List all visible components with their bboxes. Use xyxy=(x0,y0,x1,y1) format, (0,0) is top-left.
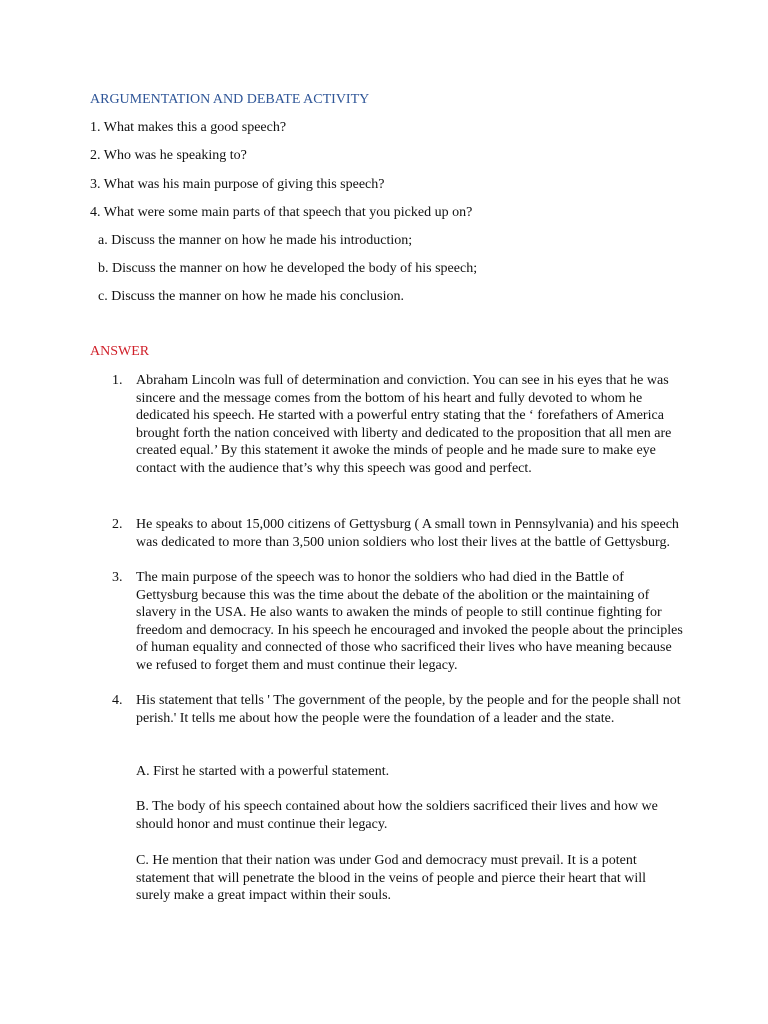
answer-3-line: Gettysburg because this was the time about the debate of the abolition or the maintaining of xyxy=(136,587,650,603)
answer-2-number: 2. xyxy=(112,517,123,532)
part-c-line: C. He mention that their nation was under God and democracy must prevail. It is a potent xyxy=(136,853,637,868)
answer-3-number: 3. xyxy=(112,570,123,585)
answer-1-line: contact with the audience that’s why this speech was good and perfect. xyxy=(136,460,532,476)
question-2: 2. Who was he speaking to? xyxy=(90,148,247,163)
answer-3-line: of human equality and connected of those who sacrificed their lives who have meaning because xyxy=(136,640,672,656)
answer-1-number: 1. xyxy=(112,373,123,388)
answer-3-text xyxy=(136,569,681,675)
answer-4-line: His statement that tells ' The government of the people, by the people and for the people shall not xyxy=(136,693,681,708)
part-b xyxy=(136,798,681,833)
answer-3-line: freedom and democracy. In his speech he encouraged and invoked the people about the principles xyxy=(136,622,683,638)
question-1: 1. What makes this a good speech? xyxy=(90,120,287,135)
part-b-line: should honor and must continue their legacy. xyxy=(136,816,388,832)
sub-question-a: a. Discuss the manner on how he made his introduction; xyxy=(98,233,413,248)
question-3: 3. What was his main purpose of giving this speech? xyxy=(90,177,385,192)
answer-4-line: perish.' It tells me about how the people were the foundation of a leader and the state. xyxy=(136,710,615,726)
part-b-line: B. The body of his speech contained about how the soldiers sacrificed their lives and how we xyxy=(136,799,658,814)
part-c xyxy=(136,852,681,905)
answer-3-line: The main purpose of the speech was to honor the soldiers who had died in the Battle of xyxy=(136,570,624,585)
answer-1-line: brought forth the nation conceived with liberty and dedicated to the proposition that all men are xyxy=(136,425,672,441)
part-c-line: statement that will penetrate the blood in the veins of people and pierce their heart that will xyxy=(136,870,647,886)
part-c-line: surely make a great impact within their souls. xyxy=(136,888,392,904)
answer-4-text xyxy=(136,692,681,727)
part-a xyxy=(136,763,681,781)
answer-3-line: we refused to forget them and must continue their legacy. xyxy=(136,657,458,673)
sub-question-c: c. Discuss the manner on how he made his conclusion. xyxy=(98,289,404,304)
answer-2-line: was dedicated to more than 3,500 union soldiers who lost their lives at the battle of Gettysburg. xyxy=(136,534,670,550)
answer-3-line: slavery in the USA. He also wants to awaken the minds of people to still continue fighting for xyxy=(136,605,662,621)
answer-2-text xyxy=(136,516,681,551)
answer-heading: ANSWER xyxy=(90,344,150,359)
answer-1-line: dedicated his speech. He started with a powerful entry stating that the ‘ forefathers of America xyxy=(136,408,664,424)
sub-question-b: b. Discuss the manner on how he developed the body of his speech; xyxy=(98,261,478,276)
answer-1-line: sincere and the message comes from the bottom of his heart and fully devoted to whom he xyxy=(136,390,643,406)
answer-1-text xyxy=(136,372,681,478)
part-a-line: A. First he started with a powerful statement. xyxy=(136,764,390,779)
answer-2-line: He speaks to about 15,000 citizens of Gettysburg ( A small town in Pennsylvania) and his speech xyxy=(136,517,679,532)
question-4: 4. What were some main parts of that speech that you picked up on? xyxy=(90,205,473,220)
answer-1-line: Abraham Lincoln was full of determination and conviction. You can see in his eyes that he was xyxy=(136,373,669,388)
answer-4-number: 4. xyxy=(112,693,123,708)
document-title: ARGUMENTATION AND DEBATE ACTIVITY xyxy=(90,92,370,107)
answer-1-line: created equal.’ By this statement it awoke the minds of people and he made sure to make eye xyxy=(136,443,656,459)
